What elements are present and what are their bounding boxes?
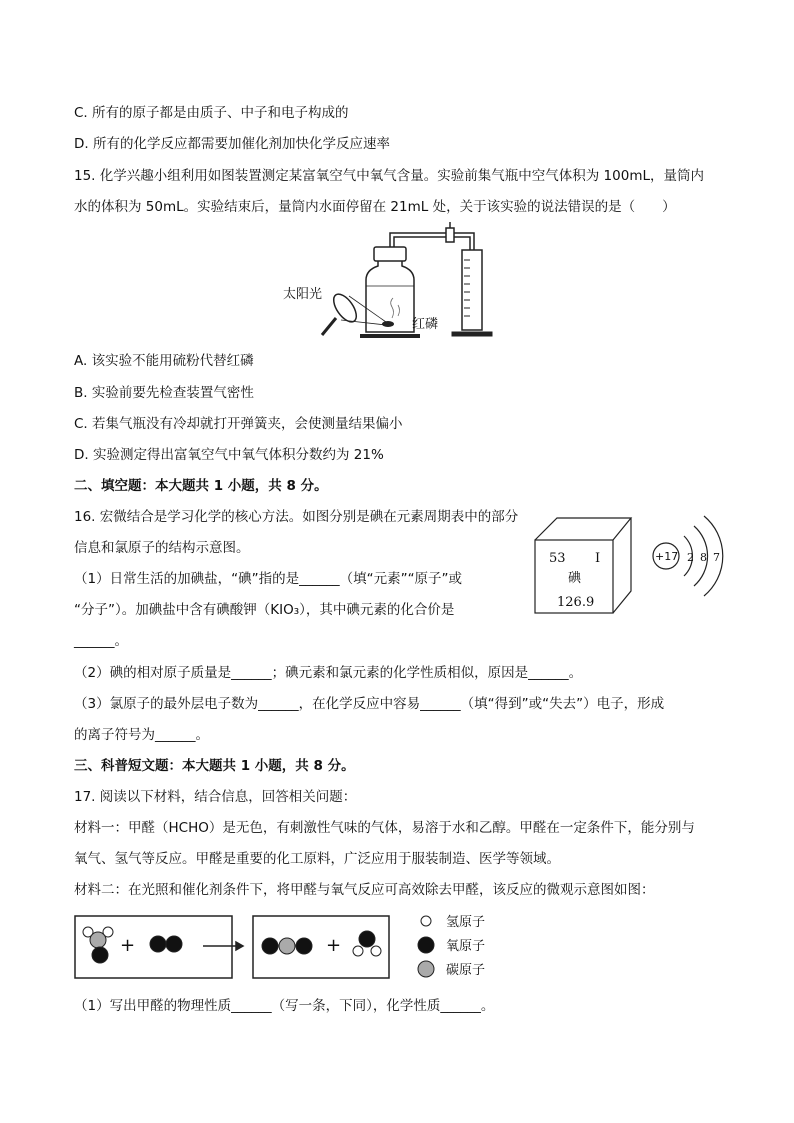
atom-legend xyxy=(418,916,434,977)
atomic-mass: 126.9 xyxy=(557,595,595,610)
q16-part1-line2: “分子”）。加碘盐中含有碘酸钾（KIO₃），其中碘元素的化合价是 xyxy=(74,602,455,618)
reaction-micro-diagram xyxy=(0,905,794,985)
shell-2-electrons: 8 xyxy=(700,551,707,564)
legend-hydrogen-label: 氢原子 xyxy=(446,915,486,930)
q17-material1-line2: 氧气、氢气等反应。甲醛是重要的化工原料，广泛应用于服装制造、医学等领域。 xyxy=(74,851,560,867)
q15-option-d: D. 实验测定得出富氧空气中氧气体积分数约为 21% xyxy=(74,447,384,463)
label-sunlight: 太阳光 xyxy=(283,287,323,302)
legend-hydrogen-symbol xyxy=(421,916,431,926)
q15-stem-line1: 15. 化学兴趣小组利用如图装置测定某富氧空气中氧气含量。实验前集气瓶中空气体积为 100mL，量筒内 xyxy=(74,168,704,184)
element-name: 碘 xyxy=(568,571,582,586)
formaldehyde-molecule xyxy=(83,927,113,963)
q15-apparatus-figure xyxy=(0,220,794,350)
q17-stem: 17. 阅读以下材料，结合信息，回答相关问题： xyxy=(74,789,357,805)
water-molecule xyxy=(353,931,381,956)
phosphorus-spoon xyxy=(382,298,400,327)
product-plus: + xyxy=(326,935,342,956)
section3-title: 三、科普短文题：本大题共 1 小题，共 8 分。 xyxy=(74,758,355,774)
element-symbol: I xyxy=(595,551,601,566)
reactant-plus: + xyxy=(120,935,136,956)
nucleus-charge: +17 xyxy=(655,550,679,563)
q15-option-c: C. 若集气瓶没有冷却就打开弹簧夹，会使测量结果偏小 xyxy=(74,416,403,432)
q16-part3-line1: （3）氯原子的最外层电子数为______，在化学反应中容易______（填“得到”或“失去”）电子，形成 xyxy=(74,696,665,712)
legend-carbon-symbol xyxy=(418,961,434,977)
legend-oxygen-label: 氧原子 xyxy=(446,939,486,954)
chlorine-atom-diagram xyxy=(648,506,748,606)
legend-carbon-label: 碳原子 xyxy=(446,963,486,978)
q14-option-d: D. 所有的化学反应都需要加催化剂加快化学反应速率 xyxy=(74,136,390,152)
q16-stem-line1: 16. 宏微结合是学习化学的核心方法。如图分别是碘在元素周期表中的部分 xyxy=(74,509,519,525)
magnifying-lens xyxy=(322,290,386,335)
oxygen-molecule-reactant xyxy=(150,936,182,952)
carbon-dioxide-molecule xyxy=(262,938,312,954)
atomic-number: 53 xyxy=(549,551,566,566)
q17-part1: （1）写出甲醛的物理性质______（写一条，下同），化学性质______。 xyxy=(74,998,495,1014)
graduated-cylinder xyxy=(452,250,492,336)
section2-title: 二、填空题：本大题共 1 小题，共 8 分。 xyxy=(74,478,328,494)
connecting-tube xyxy=(390,222,474,250)
bottle-base-plate xyxy=(360,334,420,338)
q16-part2: （2）碘的相对原子质量是______；碘元素和氯元素的化学性质相似，原因是______。 xyxy=(74,665,583,681)
q14-option-c: C. 所有的原子都是由质子、中子和电子构成的 xyxy=(74,105,349,121)
shell-1-electrons: 2 xyxy=(687,551,694,564)
iodine-element-card xyxy=(533,515,633,615)
q16-stem-line2: 信息和氯原子的结构示意图。 xyxy=(74,540,250,556)
q17-material1-line1: 材料一：甲醛（HCHO）是无色，有刺激性气味的气体，易溶于水和乙醇。甲醛在一定条件下，能分别与 xyxy=(74,820,695,836)
q15-stem-line2: 水的体积为 50mL。实验结束后，量筒内水面停留在 21mL 处，关于该实验的说法错误的是（ ） xyxy=(74,199,676,215)
q16-part3-line2: 的离子符号为______。 xyxy=(74,727,209,743)
q16-part1-line3: ______。 xyxy=(74,633,128,649)
reaction-arrow xyxy=(203,942,243,950)
shell-3-electrons: 7 xyxy=(713,551,720,564)
label-red-phosphorus: 红磷 xyxy=(412,317,439,332)
q16-part1-line1: （1）日常生活的加碘盐，“碘”指的是______（填“元素”“原子”或 xyxy=(74,571,463,587)
q17-material2: 材料二：在光照和催化剂条件下，将甲醛与氧气反应可高效除去甲醛，该反应的微观示意图如图： xyxy=(74,882,655,898)
q15-option-b: B. 实验前要先检查装置气密性 xyxy=(74,385,254,401)
legend-oxygen-symbol xyxy=(418,937,434,953)
gas-collecting-bottle xyxy=(366,247,414,332)
q15-option-a: A. 该实验不能用硫粉代替红磷 xyxy=(74,353,254,369)
